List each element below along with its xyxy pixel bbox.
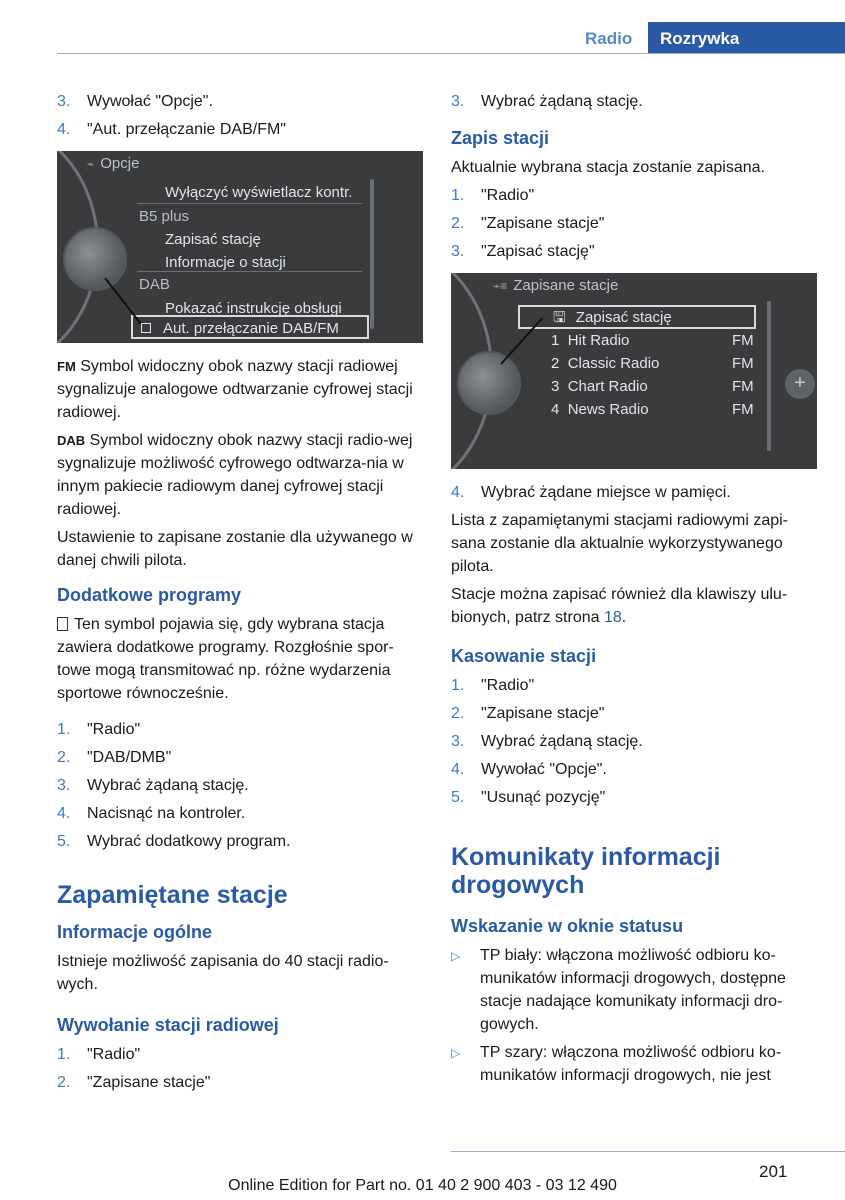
controller-knob-icon <box>457 351 521 415</box>
list-item: 1. "Radio" <box>57 721 141 738</box>
list-item: 2. "Zapisane stacje" <box>451 705 605 722</box>
header-section: Radio <box>585 29 633 48</box>
list-item: 4. Wywołać "Opcje". <box>451 761 607 778</box>
menu-item-selected: Aut. przełączanie DAB/FM <box>141 317 339 340</box>
radio-list-icon: ⌁≡ <box>493 279 508 293</box>
list-item: 1. "Radio" <box>57 1046 141 1063</box>
list-item: 1. "Radio" <box>451 677 535 694</box>
paragraph: Ustawienie to zapisane zostanie dla używanego w danej chwili pilota. <box>57 529 413 569</box>
scrollbar <box>767 301 771 451</box>
chapter-heading: Zapamiętane stacje <box>57 881 288 909</box>
menu-item: Pokazać instrukcję obsługi <box>165 300 342 317</box>
station-band: FM <box>732 378 754 395</box>
menu-item: Wyłączyć wyświetlacz kontr. <box>165 184 353 201</box>
list-item: 2. "Zapisane stacje" <box>451 215 605 232</box>
section-heading: Dodatkowe programy <box>57 585 242 605</box>
bullet-triangle-icon: ▷ <box>451 1046 461 1060</box>
menu-group: DAB <box>139 276 170 293</box>
list-item: 5. Wybrać dodatkowy program. <box>57 833 291 850</box>
paragraph: Ten symbol pojawia się, gdy wybrana stacja zawiera dodatkowe programy. Rozgłośnie spor-towe mogą transmitować np. różne wydarzenia sportowe równocześnie. <box>57 616 394 702</box>
list-item: 2. "Zapisane stacje" <box>57 1074 211 1091</box>
station-band: FM <box>732 332 754 349</box>
paragraph: Aktualnie wybrana stacja zostanie zapisana. <box>451 159 765 176</box>
save-icon: 🖫 <box>553 309 566 326</box>
chapter-heading: Komunikaty informacji drogowych <box>451 843 721 899</box>
right-column <box>451 90 821 1092</box>
paragraph: Lista z zapamiętanymi stacjami radiowymi zapi-sana zostanie dla aktualnie wykorzystywanego pilota. <box>451 512 788 575</box>
station-row: 1 Hit Radio <box>551 332 630 349</box>
page-link[interactable]: 18 <box>603 609 622 626</box>
paragraph: FM Symbol widoczny obok nazwy stacji radiowej sygnalizuje analogowe odtwarzanie cyfrowej stacji radiowej. <box>57 358 413 421</box>
station-band: FM <box>732 355 754 372</box>
list-item: 4. Nacisnąć na kontroler. <box>57 805 246 822</box>
section-heading: Informacje ogólne <box>57 922 213 942</box>
add-icon: + <box>785 369 815 399</box>
menu-item: Informacje o stacji <box>165 254 286 271</box>
scrollbar <box>370 179 374 329</box>
list-item: 4. "Aut. przełączanie DAB/FM" <box>57 121 286 138</box>
paragraph: Stacje można zapisać również dla klawiszy ulu-bionych, patrz strona 18. <box>451 586 788 626</box>
footer-text: Online Edition for Part no. 01 40 2 900 403 - 03 12 490 <box>228 1177 617 1194</box>
list-item: 3. Wybrać żądaną stację. <box>57 777 249 794</box>
section-heading: Wywołanie stacji radiowej <box>57 1015 279 1035</box>
list-item: 3. Wywołać "Opcje". <box>57 93 213 110</box>
list-item: 5. "Usunąć pozycję" <box>451 789 606 806</box>
save-station-row: 🖫 Zapisać stację <box>553 309 672 326</box>
extra-programs-icon <box>57 617 68 631</box>
page-number: 201 <box>759 1162 788 1181</box>
section-heading: Kasowanie stacji <box>451 646 597 666</box>
radio-options-icon: ⌁ <box>87 157 95 171</box>
list-item: 3. Wybrać żądaną stację. <box>451 733 643 750</box>
menu-group: B5 plus <box>139 208 190 225</box>
list-item: 1. "Radio" <box>451 187 535 204</box>
fm-symbol-icon: FM <box>57 359 76 374</box>
checkbox-icon <box>141 323 151 333</box>
list-item: ▷ TP szary: włączona możliwość odbioru ko-munikatów informacji drogowych, nie jest <box>451 1041 821 1087</box>
station-band: FM <box>732 401 754 418</box>
station-row: 4 News Radio <box>551 401 649 418</box>
controller-knob-icon <box>63 227 127 291</box>
menu-item: Zapisać stację <box>165 231 261 248</box>
station-row: 2 Classic Radio <box>551 355 660 372</box>
screen-title: ⌁≡ Zapisane stacje <box>493 277 619 294</box>
paragraph: DAB Symbol widoczny obok nazwy stacji radio-wej sygnalizuje możliwość cyfrowego odtwarza-nia w innym pakiecie radiowym danej cyfrowej stacji radiowej. <box>57 432 413 518</box>
saved-stations-screen <box>451 273 817 469</box>
left-column <box>57 90 427 1099</box>
header-tab: Rozrywka <box>648 22 845 54</box>
list-item: 3. Wybrać żądaną stację. <box>451 93 643 110</box>
bullet-triangle-icon: ▷ <box>451 949 461 963</box>
list-item: 3. "Zapisać stację" <box>451 243 595 260</box>
list-item: 2. "DAB/DMB" <box>57 749 172 766</box>
station-row: 3 Chart Radio <box>551 378 648 395</box>
section-heading: Wskazanie w oknie statusu <box>451 916 684 936</box>
screen-title: ⌁ Opcje <box>87 155 140 172</box>
footer-divider <box>451 1151 845 1152</box>
section-heading: Zapis stacji <box>451 128 550 148</box>
paragraph: Istnieje możliwość zapisania do 40 stacji radio-wych. <box>57 953 389 993</box>
list-item: ▷ TP biały: włączona możliwość odbioru ko-munikatów informacji drogowych, dostępne stacje nadające komunikaty informacji dro-gowych. <box>451 944 821 1036</box>
options-screen <box>57 151 423 343</box>
header-divider <box>57 53 845 54</box>
dab-symbol-icon: DAB <box>57 433 86 448</box>
list-item: 4. Wybrać żądane miejsce w pamięci. <box>451 484 731 501</box>
